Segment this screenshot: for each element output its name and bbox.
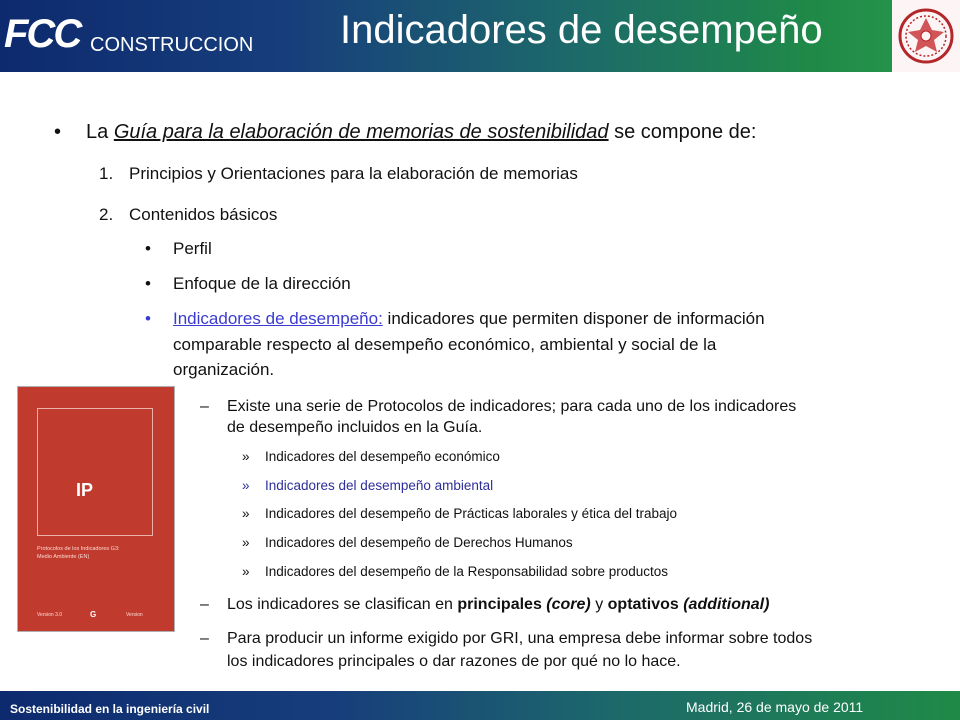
clasifican-mid: y [590, 596, 608, 613]
slide-title: Indicadores de desempeño [340, 8, 823, 52]
dash-text [227, 596, 769, 614]
fcc-logo [4, 10, 254, 60]
intro-pre: La [86, 121, 114, 143]
core-label: (core) [541, 596, 591, 613]
cover-caption-line-2: Medio Ambiente (EN) [37, 554, 90, 560]
sub-text: Indicadores del desempeño de la Responsabilidad sobre productos [265, 564, 669, 579]
cover-frame [37, 408, 153, 536]
protocol-cover-image [17, 386, 175, 632]
sub-mark: » [242, 449, 250, 464]
logo-main-text: FCC [4, 12, 81, 56]
indicadores-text: organización. [173, 360, 275, 379]
sub-mark: » [242, 564, 250, 579]
indicadores-link[interactable]: Indicadores de desempeño: [173, 309, 383, 328]
logo-sub-text: CONSTRUCCION [90, 34, 254, 56]
number-label: 1. [99, 164, 114, 183]
footer-bar [0, 691, 960, 720]
guide-title: Guía para la elaboración de memorias de sostenibilidad [113, 121, 609, 143]
cover-caption-line-1: Protocolos de los Indicadores G3: [37, 546, 120, 552]
indicadores-text: indicadores que permiten disponer de información [382, 309, 765, 328]
dash-text: Existe una serie de Protocolos de indicadores; para cada uno de los indicadores [227, 398, 797, 415]
principales-label: principales [457, 596, 542, 613]
additional-label: (additional) [678, 596, 770, 613]
sub-mark: » [242, 506, 250, 521]
optativos-label: optativos [607, 596, 679, 613]
indicadores-line-2 [173, 335, 716, 355]
intro-bullet [54, 121, 934, 147]
sub-text: Indicadores del desempeño de Derechos Humanos [265, 535, 573, 550]
intro-post: se compone de: [608, 121, 757, 143]
bullet-dot: • [145, 274, 151, 293]
dash-item-gri-line-2 [227, 653, 681, 671]
dash-text: de desempeño incluidos en la Guía. [227, 419, 483, 436]
bullet-dot: • [54, 121, 62, 143]
dash-mark: – [200, 630, 209, 647]
dash-text: Para producir un informe exigido por GRI, una empresa debe informar sobre todos [227, 630, 813, 647]
university-seal-icon [892, 0, 960, 72]
bullet-dot: • [145, 309, 151, 328]
sub-mark: » [242, 535, 250, 550]
bullet-text [173, 309, 765, 329]
footer-course: Sostenibilidad en la ingeniería civil [10, 702, 210, 716]
dash-mark: – [200, 596, 209, 613]
cover-footer-left: Version 3.0 [37, 612, 63, 618]
indicadores-text: comparable respecto al desempeño económico, ambiental y social de la [173, 335, 717, 354]
header-bar [0, 0, 960, 72]
cover-footer-right: Version [126, 612, 143, 618]
dash-text: los indicadores principales o dar razones de por qué no lo hace. [227, 653, 681, 670]
footer-date: Madrid, 26 de mayo de 2011 [686, 699, 864, 715]
number-label: 2. [99, 205, 114, 224]
bullet-text: Enfoque de la dirección [173, 274, 351, 293]
sub-text: Indicadores del desempeño económico [265, 449, 500, 464]
dash-item-protocolos-line-2 [227, 419, 482, 437]
indicadores-line-3 [173, 360, 274, 380]
bullet-text: Perfil [173, 239, 212, 258]
numbered-text: Principios y Orientaciones para la elaboración de memorias [129, 164, 578, 183]
dash-mark: – [200, 398, 209, 415]
clasifican-pre: Los indicadores se clasifican en [227, 596, 458, 613]
cover-caption [37, 545, 120, 561]
sub-text: Indicadores del desempeño ambiental [265, 478, 494, 493]
cover-gri-logo-icon: G [90, 610, 97, 619]
cover-ip-label: IP [76, 480, 94, 500]
intro-text [86, 121, 756, 144]
sub-text: Indicadores del desempeño de Prácticas laborales y ética del trabajo [265, 506, 677, 521]
sub-mark: » [242, 478, 250, 493]
numbered-text: Contenidos básicos [129, 205, 278, 224]
bullet-dot: • [145, 239, 151, 258]
